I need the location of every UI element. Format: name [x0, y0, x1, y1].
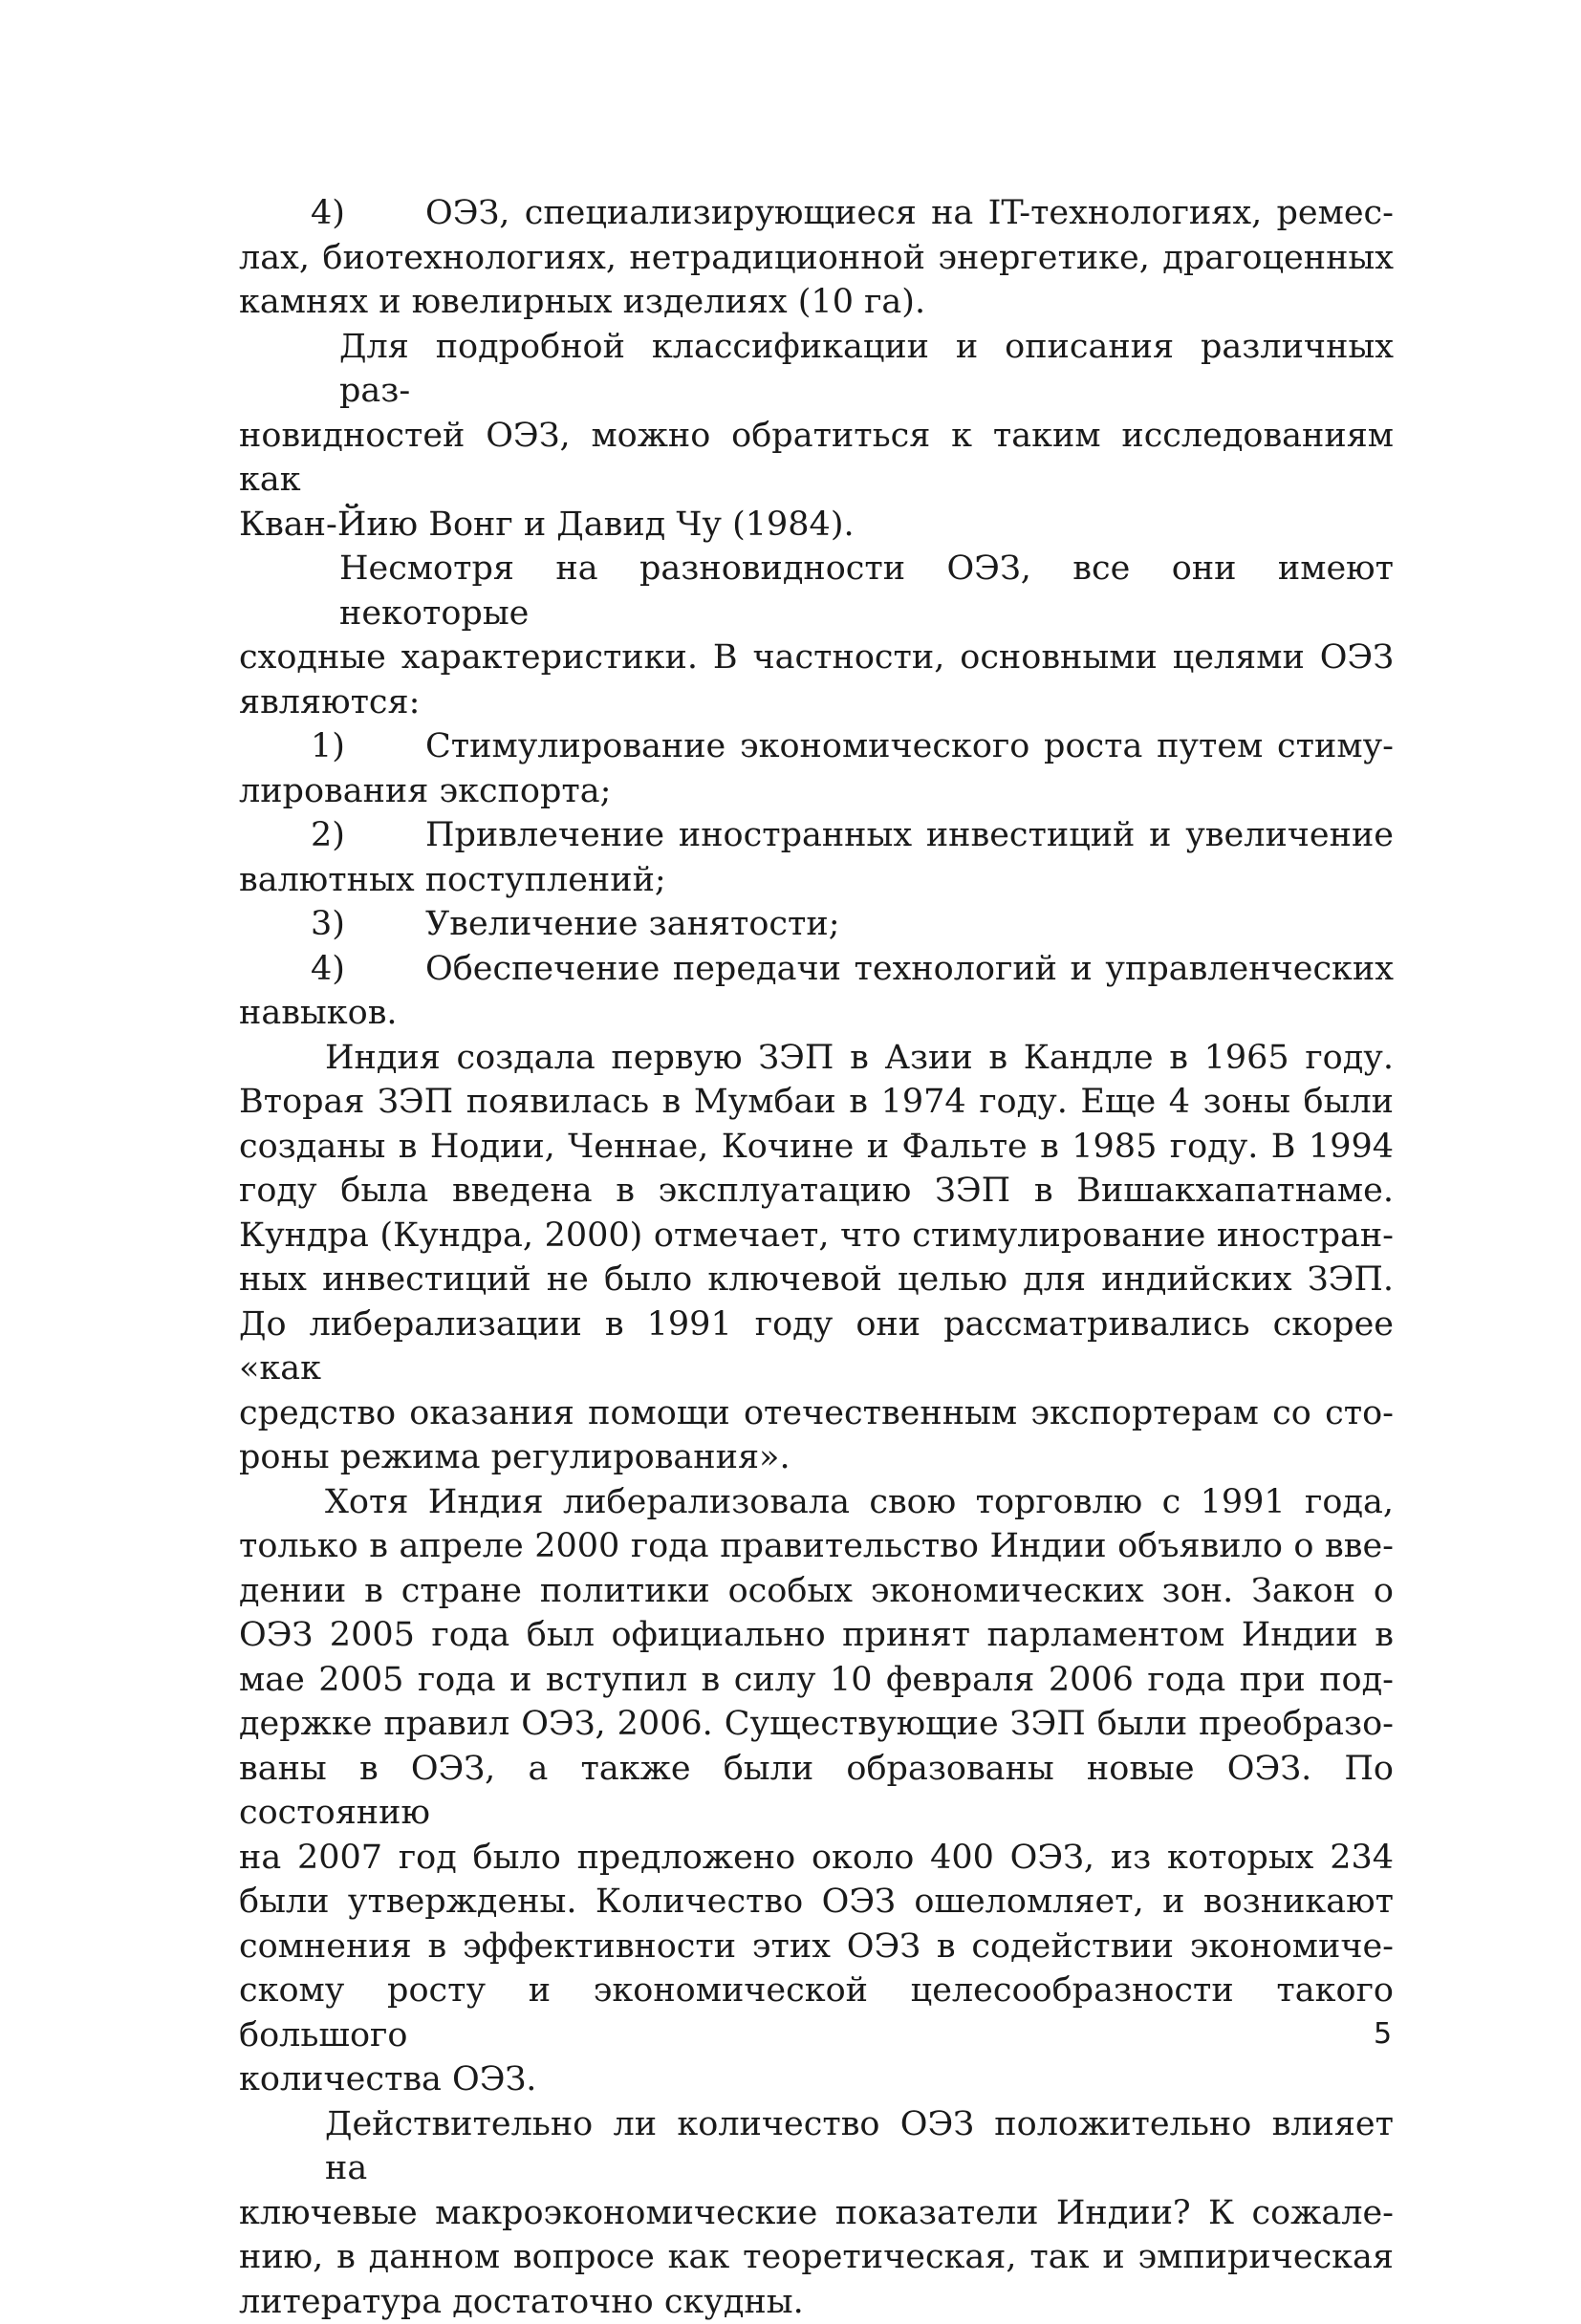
list-item [239, 191, 1394, 236]
text-line: году была введена в эксплуатацию ЗЭП в Вишакхапатнаме. [239, 1169, 1394, 1214]
text-line: роны режима регулирования». [239, 1435, 1394, 1480]
paragraph-first-line: Несмотря на разновидности ОЭЗ, все они имеют некоторые [239, 547, 1394, 635]
text-line: ОЭЗ 2005 года был официально принят парламентом Индии в [239, 1613, 1394, 1658]
text-line: только в апреле 2000 года правительство Индии объявило о вве- [239, 1524, 1394, 1569]
text-line: были утверждены. Количество ОЭЗ ошеломляет, и возникают [239, 1880, 1394, 1925]
text-line: средство оказания помощи отечественным экспортерам со сто- [239, 1391, 1394, 1436]
text-line: дении в стране политики особых экономических зон. Закон о [239, 1569, 1394, 1614]
paragraph-first-line: Для подробной классификации и описания различных раз- [239, 325, 1394, 414]
list-item-text: Стимулирование экономического роста путем стиму- [425, 724, 1394, 769]
text-line: навыков. [239, 991, 1394, 1036]
text-line: созданы в Нодии, Ченнае, Кочине и Фальте в 1985 году. В 1994 [239, 1125, 1394, 1170]
text-line: лах, биотехнологиях, нетрадиционной энергетике, драгоценных [239, 236, 1394, 281]
list-item [239, 724, 1394, 769]
text-line: нию, в данном вопросе как теоретическая, так и эмпирическая [239, 2235, 1394, 2280]
list-item-text: ОЭЗ, специализирующиеся на IT-технологиях, ремес- [425, 191, 1394, 236]
page-number: 5 [1374, 2017, 1392, 2051]
list-item [239, 947, 1394, 992]
text-line: количества ОЭЗ. [239, 2057, 1394, 2102]
text-line: лирования экспорта; [239, 769, 1394, 814]
list-item-number: 1) [239, 724, 425, 769]
text-line: являются: [239, 680, 1394, 725]
text-line: Кван-Йию Вонг и Давид Чу (1984). [239, 503, 1394, 548]
list-item-number: 4) [239, 947, 425, 992]
text-line: сходные характеристики. В частности, основными целями ОЭЗ [239, 635, 1394, 680]
text-line: сомнения в эффективности этих ОЭЗ в содействии экономиче- [239, 1925, 1394, 1969]
text-line: мае 2005 года и вступил в силу 10 февраля 2006 года при под- [239, 1658, 1394, 1703]
list-item-text: Обеспечение передачи технологий и управленческих [425, 947, 1394, 992]
list-item-number: 2) [239, 813, 425, 858]
page-body [239, 191, 1394, 2324]
paragraph-first-line: Индия создала первую ЗЭП в Азии в Кандле в 1965 году. [239, 1036, 1394, 1081]
text-line: литература достаточно скудны. [239, 2280, 1394, 2324]
list-item [239, 813, 1394, 858]
list-item-text: Увеличение занятости; [425, 902, 840, 947]
text-line: новидностей ОЭЗ, можно обратиться к таким исследованиям как [239, 414, 1394, 503]
paragraph-first-line: Действительно ли количество ОЭЗ положительно влияет на [239, 2102, 1394, 2191]
text-line: валютных поступлений; [239, 858, 1394, 903]
text-line: ных инвестиций не было ключевой целью для индийских ЗЭП. [239, 1258, 1394, 1302]
paragraph-first-line: Хотя Индия либерализовала свою торговлю с 1991 года, [239, 1480, 1394, 1525]
text-line: До либерализации в 1991 году они рассматривались скорее «как [239, 1302, 1394, 1391]
list-item-number: 4) [239, 191, 425, 236]
list-item-number: 3) [239, 902, 425, 947]
text-line: Кундра (Кундра, 2000) отмечает, что стимулирование иностран- [239, 1214, 1394, 1259]
text-line: скому росту и экономической целесообразности такого большого [239, 1969, 1394, 2057]
text-line: камнях и ювелирных изделиях (10 га). [239, 280, 1394, 325]
text-line: держке правил ОЭЗ, 2006. Существующие ЗЭП были преобразо- [239, 1702, 1394, 1747]
list-item [239, 902, 1394, 947]
list-item-text: Привлечение иностранных инвестиций и увеличение [425, 813, 1394, 858]
text-line: на 2007 год было предложено около 400 ОЭЗ, из которых 234 [239, 1836, 1394, 1881]
text-line: Вторая ЗЭП появилась в Мумбаи в 1974 году. Еще 4 зоны были [239, 1080, 1394, 1125]
text-line: ключевые макроэкономические показатели Индии? К сожале- [239, 2191, 1394, 2236]
text-line: ваны в ОЭЗ, а также были образованы новые ОЭЗ. По состоянию [239, 1747, 1394, 1836]
